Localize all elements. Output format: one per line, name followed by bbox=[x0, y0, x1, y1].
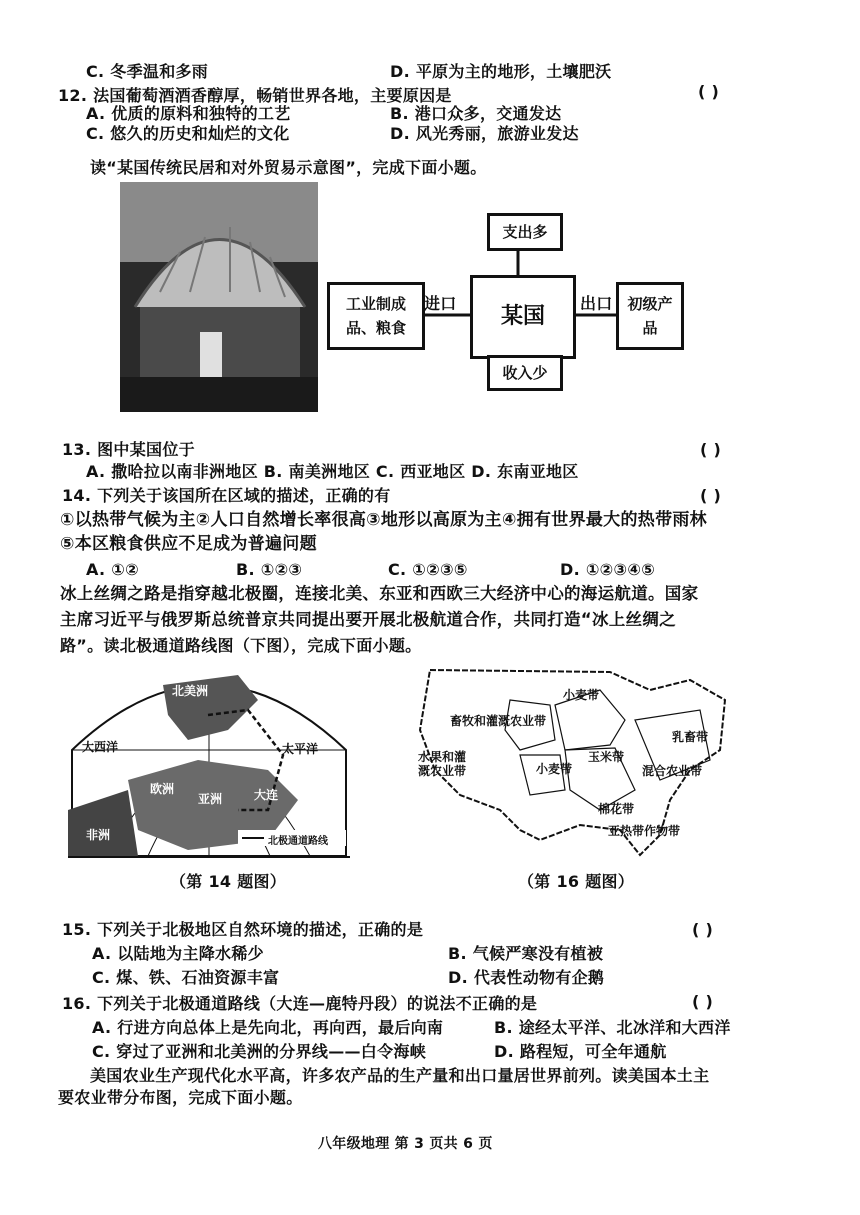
intro-trade-diagram: 读“某国传统民居和对外贸易示意图”，完成下面小题。 bbox=[90, 158, 487, 177]
map16-label-dairy: 乳畜带 bbox=[672, 730, 709, 744]
q14-bracket: ( ) bbox=[700, 486, 722, 505]
map14-label-dalian: 大连 bbox=[254, 788, 279, 802]
arctic-route-map bbox=[68, 660, 350, 858]
map14-label-asia: 亚洲 bbox=[198, 792, 223, 806]
traditional-hut-photo bbox=[120, 182, 318, 412]
intro-silk-road-line1: 冰上丝绸之路是指穿越北极圈，连接北美、东亚和西欧三大经济中心的海运航道。国家 bbox=[60, 584, 699, 603]
q15-bracket: ( ) bbox=[692, 920, 714, 939]
box-country: 某国 bbox=[470, 275, 576, 359]
map16-label-fruit: 水果和灌溉农业带 bbox=[418, 750, 467, 778]
q16-option-d: D. 路程短，可全年通航 bbox=[494, 1042, 667, 1061]
intro-silk-road-line2: 主席习近平与俄罗斯总统普京共同提出要开展北极航道合作，共同打造“冰上丝绸之 bbox=[60, 610, 676, 629]
map14-label-africa: 非洲 bbox=[86, 828, 111, 842]
q16-stem: 16. 下列关于北极通道路线（大连—鹿特丹段）的说法不正确的是 bbox=[62, 994, 538, 1013]
map14-label-rotterdam: 鹿特丹 bbox=[102, 758, 139, 772]
map14-label-atlantic: 大西洋 bbox=[82, 740, 119, 754]
map14-legend: 北极通道路线 bbox=[268, 836, 328, 847]
q12-option-d: D. 风光秀丽，旅游业发达 bbox=[390, 124, 579, 143]
q14-option-d: D. ①②③④⑤ bbox=[560, 560, 656, 579]
q14-option-b: B. ①②③ bbox=[236, 560, 303, 579]
q12-option-a: A. 优质的原料和独特的工艺 bbox=[86, 104, 291, 123]
q14-option-c: C. ①②③⑤ bbox=[388, 560, 468, 579]
q13-options: A. 撒哈拉以南非洲地区 B. 南美洲地区 C. 西亚地区 D. 东南亚地区 bbox=[86, 462, 579, 481]
q15-option-d: D. 代表性动物有企鹅 bbox=[448, 968, 605, 987]
label-export: 出口 bbox=[580, 294, 613, 313]
q15-stem: 15. 下列关于北极地区自然环境的描述，正确的是 bbox=[62, 920, 424, 939]
map14-caption: （第 14 题图） bbox=[170, 872, 287, 891]
q15-option-b: B. 气候严寒没有植被 bbox=[448, 944, 604, 963]
map16-label-spring-wheat: 小麦带 bbox=[563, 688, 600, 702]
box-income: 收入少 bbox=[487, 355, 563, 391]
q15-option-a: A. 以陆地为主降水稀少 bbox=[92, 944, 264, 963]
map16-label-subtropical: 亚热带作物带 bbox=[608, 824, 681, 838]
map16-label-cotton: 棉花带 bbox=[598, 802, 635, 816]
map16-label-winter-wheat: 小麦带 bbox=[536, 762, 573, 776]
q12-bracket: ( ) bbox=[698, 82, 720, 101]
us-agriculture-map bbox=[400, 660, 740, 860]
q14-statement-line1: ①以热带气候为主②人口自然增长率很高③地形以高原为主④拥有世界最大的热带雨林 bbox=[60, 510, 707, 530]
page-footer: 八年级地理 第 3 页共 6 页 bbox=[318, 1136, 493, 1152]
q14-statement-line2: ⑤本区粮食供应不足成为普遍问题 bbox=[60, 534, 317, 554]
box-import-goods: 工业制成品、粮食 bbox=[327, 282, 425, 350]
map16-label-ranching: 畜牧和灌溉农业带 bbox=[450, 714, 547, 728]
q14-stem: 14. 下列关于该国所在区域的描述，正确的有 bbox=[62, 486, 391, 505]
label-import: 进口 bbox=[424, 294, 457, 313]
q11-option-c: C. 冬季温和多雨 bbox=[86, 62, 209, 81]
q13-stem: 13. 图中某国位于 bbox=[62, 440, 195, 459]
intro-us-agri-line2: 要农业带分布图，完成下面小题。 bbox=[58, 1088, 303, 1107]
map16-label-mixed: 混合农业带 bbox=[642, 764, 703, 778]
q12-option-c: C. 悠久的历史和灿烂的文化 bbox=[86, 124, 290, 143]
q16-option-b: B. 途经太平洋、北冰洋和大西洋 bbox=[494, 1018, 731, 1037]
q13-bracket: ( ) bbox=[700, 440, 722, 459]
box-export-goods: 初级产品 bbox=[616, 282, 684, 350]
box-expenditure: 支出多 bbox=[487, 213, 563, 251]
intro-silk-road-line3: 路”。读北极通道路线图（下图），完成下面小题。 bbox=[60, 636, 422, 655]
q14-option-a: A. ①② bbox=[86, 560, 139, 579]
map14-label-pacific: 太平洋 bbox=[282, 742, 319, 756]
q16-option-a: A. 行进方向总体上是先向北，再向西，最后向南 bbox=[92, 1018, 444, 1037]
q16-option-c: C. 穿过了亚洲和北美洲的分界线——白令海峡 bbox=[92, 1042, 426, 1061]
q16-bracket: ( ) bbox=[692, 992, 714, 1011]
map14-label-europe: 欧洲 bbox=[150, 782, 175, 796]
q15-option-c: C. 煤、铁、石油资源丰富 bbox=[92, 968, 280, 987]
q12-option-b: B. 港口众多，交通发达 bbox=[390, 104, 562, 123]
q12-stem: 12. 法国葡萄酒酒香醇厚，畅销世界各地，主要原因是 bbox=[58, 86, 452, 105]
q11-option-d: D. 平原为主的地形，土壤肥沃 bbox=[390, 62, 612, 81]
map16-label-corn: 玉米带 bbox=[588, 750, 625, 764]
map14-label-north-america: 北美洲 bbox=[172, 684, 209, 698]
map16-caption: （第 16 题图） bbox=[518, 872, 635, 891]
intro-us-agri-line1: 美国农业生产现代化水平高，许多农产品的生产量和出口量居世界前列。读美国本土主 bbox=[90, 1066, 710, 1085]
